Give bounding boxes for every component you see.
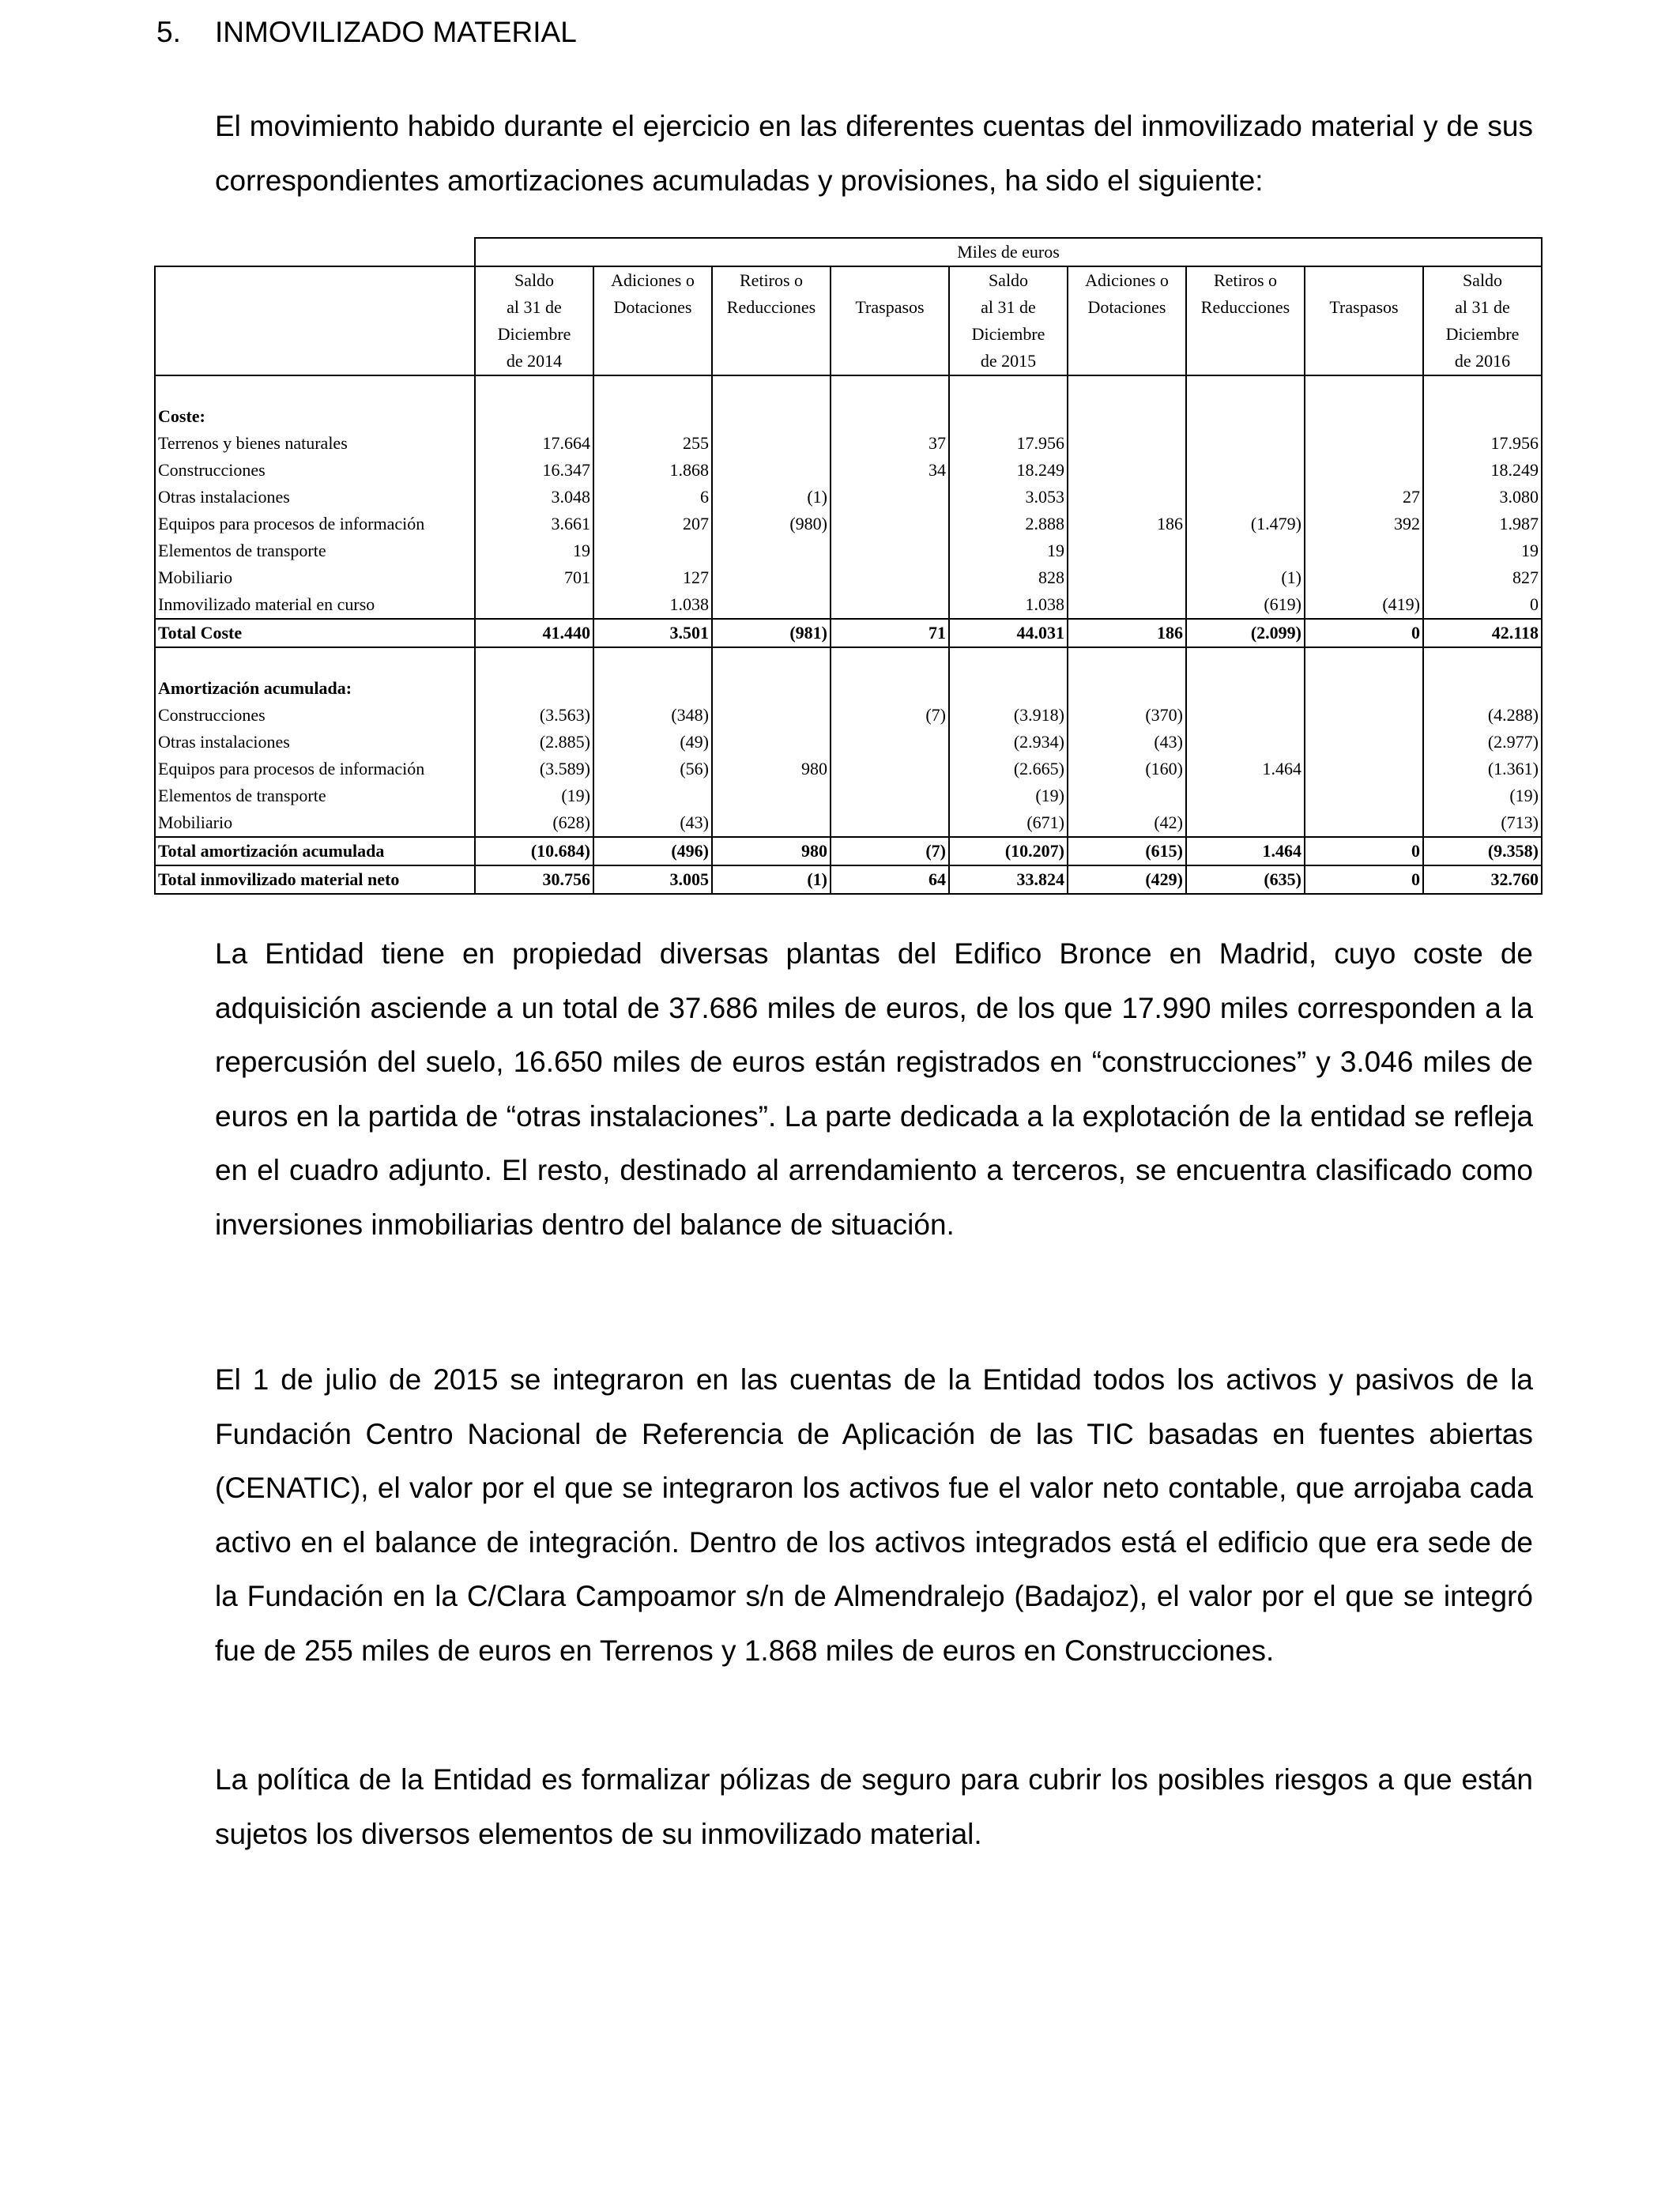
table-cell: 1.038 [949, 591, 1068, 619]
column-header: Diciembre [475, 321, 593, 348]
section-heading [156, 16, 577, 49]
column-header [1068, 321, 1186, 348]
table-cell [831, 564, 949, 591]
table-cell [1305, 430, 1423, 457]
table-cell: (3.589) [475, 756, 593, 782]
table-cell: (419) [1305, 591, 1423, 619]
table-cell: (10.207) [949, 837, 1068, 865]
table-cell: (2.934) [949, 729, 1068, 756]
units-label: Miles de euros [475, 238, 1542, 266]
section-label: Amortización acumulada: [155, 675, 475, 702]
table-cell: 16.347 [475, 457, 593, 484]
table-cell: 32.760 [1423, 865, 1542, 894]
column-header [1305, 321, 1423, 348]
intro-paragraph: El movimiento habido durante el ejercicio en las diferentes cuentas del inmovilizado material y de sus correspondientes amortizaciones acumuladas y provisiones, ha sido el siguiente: [215, 110, 1533, 197]
table-cell: 34 [831, 457, 949, 484]
table-cell: 44.031 [949, 619, 1068, 647]
column-header [712, 321, 831, 348]
row-label: Total inmovilizado material neto [155, 865, 475, 894]
table-cell: 1.987 [1423, 511, 1542, 537]
spacer-row [155, 375, 1542, 403]
table-cell [1186, 537, 1305, 564]
table-cell: 1.038 [593, 591, 712, 619]
table-cell [1186, 484, 1305, 511]
table-cell: 2.888 [949, 511, 1068, 537]
table-cell: 6 [593, 484, 712, 511]
table-cell [1305, 729, 1423, 756]
table-cell: (19) [475, 782, 593, 809]
table-cell: (49) [593, 729, 712, 756]
column-header: Dotaciones [593, 294, 712, 321]
table-cell [1068, 430, 1186, 457]
table-cell [1186, 702, 1305, 729]
table-cell: (981) [712, 619, 831, 647]
row-label: Otras instalaciones [155, 484, 475, 511]
table-cell: 30.756 [475, 865, 593, 894]
table-cell: 19 [949, 537, 1068, 564]
column-header: Reducciones [712, 294, 831, 321]
column-header: Retiros o [712, 266, 831, 294]
table-cell: (43) [1068, 729, 1186, 756]
column-header: Adiciones o [1068, 266, 1186, 294]
table-cell: (19) [1423, 782, 1542, 809]
table-cell: (1) [1186, 564, 1305, 591]
table-cell: (4.288) [1423, 702, 1542, 729]
table-cell: 1.464 [1186, 756, 1305, 782]
row-label: Mobiliario [155, 564, 475, 591]
paragraph-seguros: La política de la Entidad es formalizar pólizas de seguro para cubrir los posibles riesgos a que están sujetos los diversos elementos de su inmovilizado material. [215, 1763, 1533, 1850]
section-number: 5. [156, 16, 181, 48]
table-cell [1068, 537, 1186, 564]
table-row [155, 729, 1542, 756]
table-cell: (160) [1068, 756, 1186, 782]
table-cell: (1) [712, 865, 831, 894]
row-label: Mobiliario [155, 809, 475, 837]
column-header: Diciembre [949, 321, 1068, 348]
table-row [155, 484, 1542, 511]
table-cell: (980) [712, 511, 831, 537]
table-cell: 33.824 [949, 865, 1068, 894]
table-cell: 37 [831, 430, 949, 457]
table-cell [1068, 782, 1186, 809]
table-cell: 17.664 [475, 430, 593, 457]
table-cell: 27 [1305, 484, 1423, 511]
table-cell: 980 [712, 756, 831, 782]
table-cell: (43) [593, 809, 712, 837]
table-cell: (1.361) [1423, 756, 1542, 782]
table-cell: 186 [1068, 619, 1186, 647]
table-cell [712, 591, 831, 619]
table-cell: (1.479) [1186, 511, 1305, 537]
table-cell: 0 [1305, 865, 1423, 894]
table-cell: (619) [1186, 591, 1305, 619]
table-cell: (56) [593, 756, 712, 782]
table-cell: 127 [593, 564, 712, 591]
table-cell [1068, 457, 1186, 484]
table-cell: 1.868 [593, 457, 712, 484]
table-cell [831, 756, 949, 782]
table-cell: (1) [712, 484, 831, 511]
table-cell: (671) [949, 809, 1068, 837]
row-label: Construcciones [155, 702, 475, 729]
table-cell: (615) [1068, 837, 1186, 865]
table-cell [712, 809, 831, 837]
paragraph-edificio-bronce: La Entidad tiene en propiedad diversas plantas del Edifico Bronce en Madrid, cuyo coste de adquisición asciende a un total de 37.686 miles de euros, de los que 17.990 miles corresponden a la repercusión del suelo, 16.650 miles de euros están registrados en “construcciones” y 3.046 miles de euros en la partida de “otras instalaciones”. La parte dedicada a la explotación de la entidad se refleja en el cuadro adjunto. El resto, destinado al arrendamiento a terceros, se encuentra clasificado como inversiones inmobiliarias dentro del balance de situación. [215, 937, 1533, 1241]
table-cell: 828 [949, 564, 1068, 591]
row-label: Inmovilizado material en curso [155, 591, 475, 619]
table-row [155, 702, 1542, 729]
table-cell: 255 [593, 430, 712, 457]
column-header: al 31 de [949, 294, 1068, 321]
table-cell: 1.464 [1186, 837, 1305, 865]
table-cell: (19) [949, 782, 1068, 809]
table-cell: 3.501 [593, 619, 712, 647]
table-cell: (10.684) [475, 837, 593, 865]
table-cell: 3.661 [475, 511, 593, 537]
row-label: Construcciones [155, 457, 475, 484]
table-cell [712, 457, 831, 484]
table-cell: 3.053 [949, 484, 1068, 511]
table-cell: 18.249 [1423, 457, 1542, 484]
table-cell: (2.885) [475, 729, 593, 756]
column-header [831, 321, 949, 348]
table-cell [1305, 782, 1423, 809]
table-cell: 41.440 [475, 619, 593, 647]
column-header: Saldo [475, 266, 593, 294]
table-row [155, 591, 1542, 619]
column-header [1305, 266, 1423, 294]
header-label-cell [155, 266, 475, 294]
row-label: Otras instalaciones [155, 729, 475, 756]
column-header: al 31 de [475, 294, 593, 321]
table-cell [831, 729, 949, 756]
total-amortizacion-row [155, 837, 1542, 865]
table-cell: (2.099) [1186, 619, 1305, 647]
table-cell: 17.956 [1423, 430, 1542, 457]
header-row [155, 321, 1542, 348]
table-cell: 3.048 [475, 484, 593, 511]
table-cell [1305, 702, 1423, 729]
section-label-row [155, 403, 1542, 430]
table-cell: (429) [1068, 865, 1186, 894]
section-label: Coste: [155, 403, 475, 430]
table-cell [831, 809, 949, 837]
table-cell: (635) [1186, 865, 1305, 894]
table-cell [1305, 756, 1423, 782]
column-header: de 2016 [1423, 348, 1542, 375]
section-title: INMOVILIZADO MATERIAL [215, 16, 577, 48]
column-header: Traspasos [1305, 294, 1423, 321]
table-cell [712, 782, 831, 809]
table-cell: 42.118 [1423, 619, 1542, 647]
table-cell [1186, 430, 1305, 457]
column-header [1186, 321, 1305, 348]
row-label: Terrenos y bienes naturales [155, 430, 475, 457]
column-header: Saldo [1423, 266, 1542, 294]
row-label: Total amortización acumulada [155, 837, 475, 865]
total-neto-row [155, 865, 1542, 894]
inmovilizado-table [154, 237, 1543, 895]
table-row [155, 782, 1542, 809]
column-header: Adiciones o [593, 266, 712, 294]
column-header: al 31 de [1423, 294, 1542, 321]
table-cell: (7) [831, 837, 949, 865]
column-header: Diciembre [1423, 321, 1542, 348]
table-row [155, 537, 1542, 564]
row-label: Elementos de transporte [155, 782, 475, 809]
table-cell: 71 [831, 619, 949, 647]
column-header: Reducciones [1186, 294, 1305, 321]
table-cell [831, 782, 949, 809]
column-header [712, 348, 831, 375]
table-cell: 0 [1305, 837, 1423, 865]
table-cell: 701 [475, 564, 593, 591]
table-cell: (348) [593, 702, 712, 729]
table-cell [712, 729, 831, 756]
column-header [1068, 348, 1186, 375]
table-cell [712, 564, 831, 591]
table-cell [1186, 809, 1305, 837]
table-cell [1186, 782, 1305, 809]
table-cell: (713) [1423, 809, 1542, 837]
row-label: Equipos para procesos de información [155, 511, 475, 537]
table-cell [1068, 484, 1186, 511]
column-header: Retiros o [1186, 266, 1305, 294]
table-cell: 19 [1423, 537, 1542, 564]
table-cell [1305, 564, 1423, 591]
header-row [155, 294, 1542, 321]
table-cell: (2.665) [949, 756, 1068, 782]
table-cell [1305, 457, 1423, 484]
row-label: Total Coste [155, 619, 475, 647]
table-cell: 0 [1305, 619, 1423, 647]
column-header: Dotaciones [1068, 294, 1186, 321]
table-cell: 18.249 [949, 457, 1068, 484]
table-cell: 392 [1305, 511, 1423, 537]
table-cell: 186 [1068, 511, 1186, 537]
table-cell [831, 591, 949, 619]
table-cell [1186, 729, 1305, 756]
table-cell [712, 430, 831, 457]
table-cell: (42) [1068, 809, 1186, 837]
header-label-cell [155, 321, 475, 348]
table-cell: 827 [1423, 564, 1542, 591]
table-cell [475, 591, 593, 619]
column-header [831, 266, 949, 294]
table-cell [1068, 564, 1186, 591]
table-cell [1305, 537, 1423, 564]
table-row [155, 809, 1542, 837]
table-cell: (7) [831, 702, 949, 729]
column-header: Traspasos [831, 294, 949, 321]
row-label: Equipos para procesos de información [155, 756, 475, 782]
table-cell: (496) [593, 837, 712, 865]
paragraph-cenatic: El 1 de julio de 2015 se integraron en las cuentas de la Entidad todos los activos y pasivos de la Fundación Centro Nacional de Referencia de Aplicación de las TIC basadas en fuentes abiertas (CENATIC), el valor por el que se integraron los activos fue el valor neto contable, que arrojaba cada activo en el balance de integración. Dentro de los activos integrados está el edificio que era sede de la Fundación en la C/Clara Campoamor s/n de Almendralejo (Badajoz), el valor por el que se integró fue de 255 miles de euros en Terrenos y 1.868 miles de euros en Construcciones. [215, 1363, 1533, 1667]
table-cell: (2.977) [1423, 729, 1542, 756]
table-cell [831, 511, 949, 537]
table-cell: 980 [712, 837, 831, 865]
column-header [1186, 348, 1305, 375]
units-row [155, 238, 1542, 266]
header-row [155, 266, 1542, 294]
table-cell [1186, 457, 1305, 484]
header-row [155, 348, 1542, 375]
table-cell: (628) [475, 809, 593, 837]
table-cell [712, 537, 831, 564]
table-cell [1068, 591, 1186, 619]
table-cell [593, 782, 712, 809]
table-cell [831, 484, 949, 511]
table-row [155, 511, 1542, 537]
table-row [155, 756, 1542, 782]
section-label-row [155, 675, 1542, 702]
table-cell: 19 [475, 537, 593, 564]
table-cell: 17.956 [949, 430, 1068, 457]
column-header [593, 348, 712, 375]
table-cell [831, 537, 949, 564]
table-cell: 64 [831, 865, 949, 894]
table-cell: (3.563) [475, 702, 593, 729]
header-label-cell [155, 294, 475, 321]
table-row [155, 457, 1542, 484]
table-cell: (9.358) [1423, 837, 1542, 865]
table-cell: 207 [593, 511, 712, 537]
spacer-row [155, 647, 1542, 675]
table-cell: (370) [1068, 702, 1186, 729]
column-header: de 2015 [949, 348, 1068, 375]
total-coste-row [155, 619, 1542, 647]
column-header: de 2014 [475, 348, 593, 375]
table-cell: 3.005 [593, 865, 712, 894]
table-cell [712, 702, 831, 729]
table-cell [593, 537, 712, 564]
column-header [1305, 348, 1423, 375]
table-row [155, 564, 1542, 591]
table-cell: 3.080 [1423, 484, 1542, 511]
column-header [831, 348, 949, 375]
table-row [155, 430, 1542, 457]
column-header [593, 321, 712, 348]
header-label-cell [155, 348, 475, 375]
row-label: Elementos de transporte [155, 537, 475, 564]
table-cell [1305, 809, 1423, 837]
column-header: Saldo [949, 266, 1068, 294]
table-cell: 0 [1423, 591, 1542, 619]
table-cell: (3.918) [949, 702, 1068, 729]
